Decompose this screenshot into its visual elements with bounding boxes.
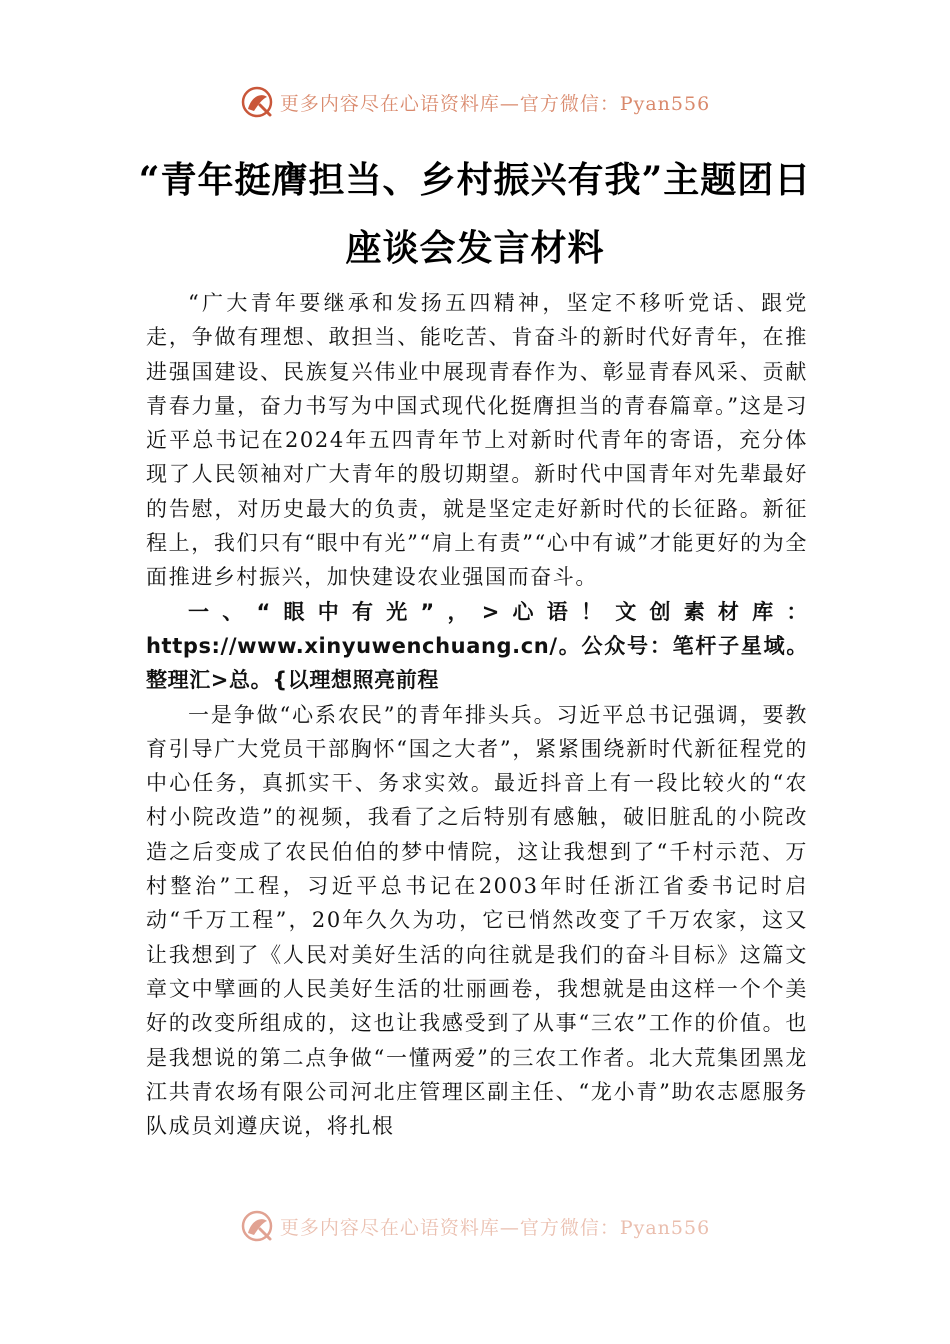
seal-logo-icon [240, 1209, 274, 1243]
paragraph-point-1: 一是争做“心系农民”的青年排头兵。习近平总书记强调，要教育引导广大党员干部胸怀“国之大者”，紧紧围绕新时代新征程党的中心任务，真抓实干、务求实效。最近抖音上有一段比较火的“农村小院改造”的视频，我看了之后特别有感触，破旧脏乱的小院改造之后变成了农民伯伯的梦中情院，这让我想到了“千村示范、万村整治”工程，习近平总书记在2003年时任浙江省委书记时启动“千万工程”，20年久久为功，它已悄然改变了千万农家，这又让我想到了《人民对美好生活的向往就是我们的奋斗目标》这篇文章文中擘画的人民美好生活的壮丽画卷，我想就是由这样一个个美好的改变所组成的，这也让我感受到了从事“三农”工作的价值。也是我想说的第二点争做“一懂两爱”的三农工作者。北大荒集团黑龙江共青农场有限公司河北庄管理区副主任、“龙小青”助农志愿服务队成员刘遵庆说，将扎根 [146, 702, 808, 1139]
paragraph-intro: “广大青年要继承和发扬五四精神，坚定不移听党话、跟党走，争做有理想、敢担当、能吃苦、肯奋斗的新时代好青年，在推进强国建设、民族复兴伟业中展现青春作为、彰显青春风采、贡献青春力量，奋力书写为中国式现代化挺膺担当的青春篇章。”这是习近平总书记在2024年五四青年节上对新时代青年的寄语，充分体现了人民领袖对广大青年的殷切期望。新时代中国青年对先辈最好的告慰，对历史最大的负责，就是坚定走好新时代的长征路。新征程上，我们只有“眼中有光”“肩上有责”“心中有诚”才能更好的为全面推进乡村振兴，加快建设农业强国而奋斗。 [146, 291, 808, 590]
watermark-banner-top [0, 82, 950, 122]
document-title-line-1: “青年挺膺担当、乡村振兴有我”主题团日 [138, 159, 812, 201]
watermark-banner-bottom [0, 1206, 950, 1246]
watermark-text-bottom: 更多内容尽在心语资料库—官方微信：Pyan556 [279, 1216, 711, 1239]
document-body [146, 286, 808, 1178]
section-heading-1: 一、“眼中有光”，>心语！文创素材库：https://www.xinyuwenchuang.cn/。公众号：笔杆子星域。整理汇>总。{以理想照亮前程 [146, 599, 808, 693]
document-title-line-2: 座谈会发言材料 [345, 227, 605, 269]
watermark-text: 更多内容尽在心语资料库—官方微信：Pyan556 [279, 92, 711, 115]
seal-logo-icon [240, 85, 274, 119]
